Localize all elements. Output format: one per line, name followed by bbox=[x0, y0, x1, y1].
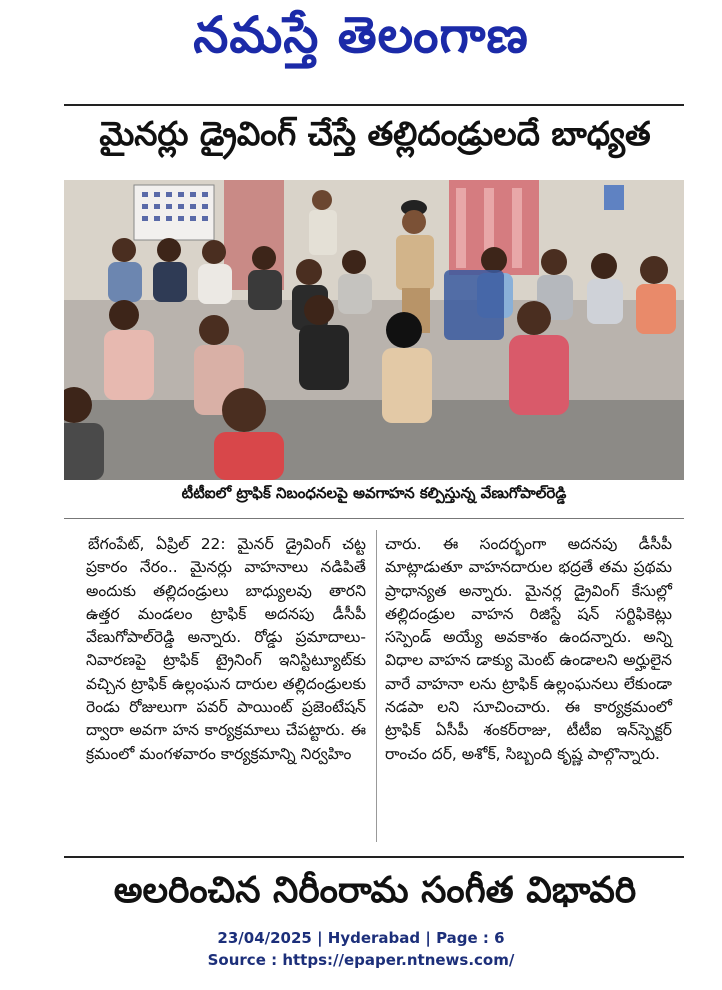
bottom-rule bbox=[64, 856, 684, 858]
article-headline: మైనర్లు డ్రైవింగ్ చేస్తే తల్లిదండ్రులదే బాధ్యత bbox=[99, 114, 651, 153]
next-article-headline: అలరించిన నిరీంరామ సంగీత విభావరి bbox=[113, 870, 637, 911]
event-photo-illustration bbox=[64, 180, 684, 480]
footer-source: Source : https://epaper.ntnews.com/ bbox=[207, 951, 515, 969]
footer-date-page: 23/04/2025 | Hyderabad | Page : 6 bbox=[217, 929, 505, 947]
column-divider bbox=[376, 530, 377, 842]
photo-caption: టీటీఐలో ట్రాఫిక్ నిబంధనలపై అవగాహన కల్పిస్తున్న వేణుగోపాల్‌రెడ్డి bbox=[181, 484, 567, 502]
article-body-left-column: బేగంపేట్, ఏప్రిల్ 22: మైనర్ డ్రైవింగ్ చట్ట ప్రకారం నేరం.. మైనర్లు వాహనాలు నడిపితే అందుకు తల్లిదండ్రులు బాధ్యులవు తారని ఉత్తర మండలం ట్రాఫిక్ అదనపు డీసీపీ వేణుగోపాల్‌రెడ్డి అన్నారు. రోడ్డు ప్రమాదాలు- నివారణపై ట్రాఫిక్ ట్రైనింగ్ ఇనిస్టిట్యూట్‌కు వచ్చిన ట్రాఫిక్ ఉల్లంఘన దారుల తల్లిదండ్రులకు రెండు రోజులుగా పవర్ పాయింట్ ప్రజెంటేషన్ ద్వారా అవగా హన కార్యక్రమాలు చేపట్టారు. ఈ క్రమంలో మంగళవారం కార్యక్రమాన్ని నిర్వహిం bbox=[86, 535, 366, 763]
masthead-title: నమస్తే తెలంగాణ bbox=[193, 6, 529, 64]
top-rule bbox=[64, 104, 684, 106]
article-photo bbox=[64, 180, 684, 480]
caption-rule bbox=[64, 518, 684, 519]
newspaper-masthead bbox=[0, 0, 722, 80]
article-body-right-column: చారు. ఈ సందర్భంగా అదనపు డీసీపీ మాట్లాడుతూ వాహనదారుల భద్రతే తమ ప్రథమ ప్రాధాన్యత అన్నారు. మైనర్ల డ్రైవింగ్ కేసుల్లో తల్లిదండ్రుల వాహన రిజిస్టే షన్ సర్టిఫికెట్లు సస్పెండ్ అయ్యే అవకాశం ఉందన్నారు. అన్ని విధాల వాహన డాక్యు మెంట్ ఉండాలని అర్హులైన వారే వాహనా లను ట్రాఫిక్ ఉల్లంఘనలు లేకుండా నడపా లని సూచించారు. ఈ కార్యక్రమంలో ట్రాఫిక్ ఏసీపీ శంకర్‌రాజు, టీటీఐ ఇన్‌స్పెక్టర్ రాంచం దర్, అశోక్, సిబ్బంది కృష్ణ పాల్గొన్నారు. bbox=[385, 535, 672, 763]
